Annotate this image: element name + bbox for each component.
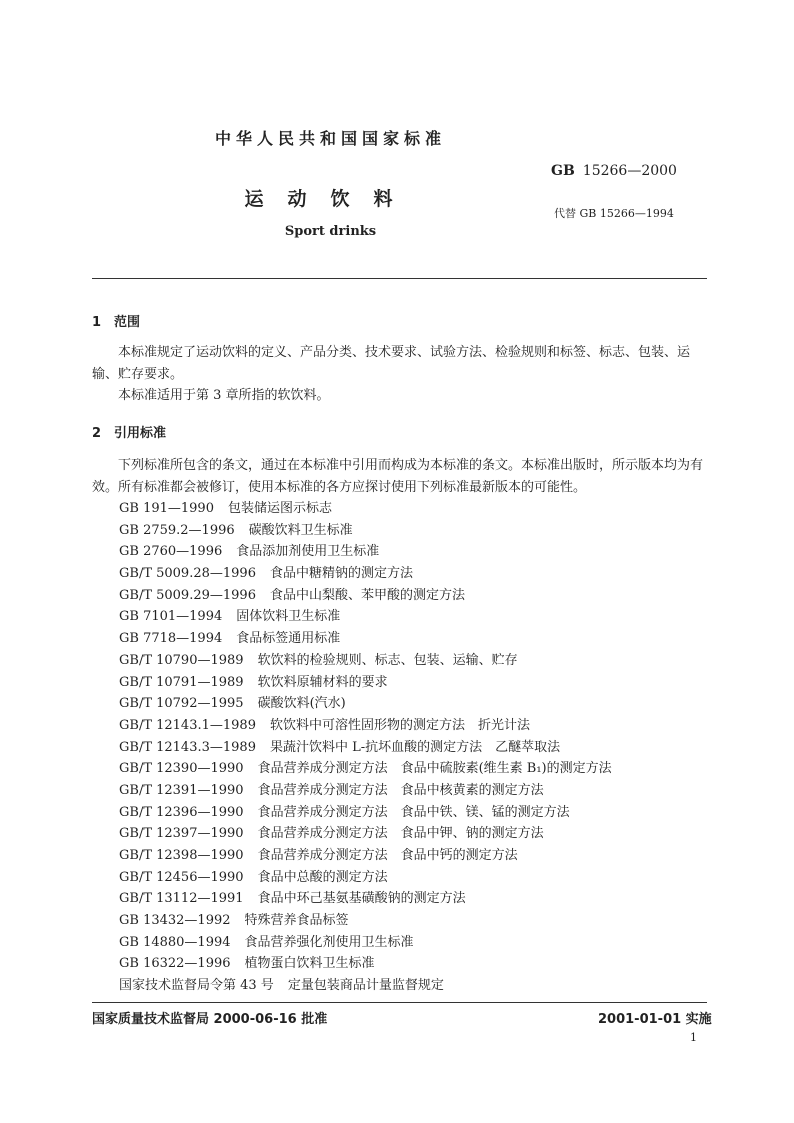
section-number: 1 bbox=[92, 315, 102, 330]
approval-date: 国家质量技术监督局 2000-06-16 批准 bbox=[92, 1012, 328, 1027]
footer-divider bbox=[92, 1002, 707, 1003]
reference-code: GB 2759.2—1996 bbox=[119, 522, 235, 538]
reference-code: GB/T 12391—1990 bbox=[119, 782, 244, 798]
reference-title: 果蔬汁饮料中 L-抗坏血酸的测定方法 乙醚萃取法 bbox=[269, 739, 561, 755]
gb-prefix: GB bbox=[551, 163, 575, 179]
header-divider bbox=[92, 278, 707, 279]
section-2-intro: 下列标准所包含的条文，通过在本标准中引用而构成为本标准的条文。本标准出版时，所示版本均为有效。所有标准都会被修订，使用本标准的各方应探讨使用下列标准最新版本的可能性。 bbox=[92, 458, 704, 495]
section-1-heading bbox=[92, 311, 140, 330]
reference-title: 食品中糖精钠的测定方法 bbox=[269, 566, 413, 582]
reference-title: 特殊营养食品标签 bbox=[244, 913, 349, 929]
section-2-heading bbox=[92, 422, 166, 441]
reference-item bbox=[119, 758, 612, 780]
page-number: 1 bbox=[690, 1031, 697, 1044]
reference-title: 食品添加剂使用卫生标准 bbox=[236, 544, 380, 560]
reference-code: GB/T 5009.29—1996 bbox=[119, 587, 256, 603]
reference-item bbox=[119, 672, 612, 694]
reference-item bbox=[119, 498, 612, 520]
reference-item bbox=[119, 628, 612, 650]
reference-code: GB 191—1990 bbox=[119, 501, 214, 516]
reference-code: GB 14880—1994 bbox=[119, 934, 231, 950]
reference-title: 碳酸饮料(汽水) bbox=[257, 696, 346, 712]
reference-title: 食品中环己基氨基磺酸钠的测定方法 bbox=[257, 891, 466, 907]
reference-title: 定量包装商品计量监督规定 bbox=[287, 978, 444, 994]
reference-item bbox=[119, 888, 612, 910]
reference-title: 食品营养成分测定方法 食品中硫胺素(维生素 B₁)的测定方法 bbox=[257, 761, 612, 777]
reference-code: GB/T 10792—1995 bbox=[119, 696, 244, 712]
reference-code: GB/T 10791—1989 bbox=[119, 674, 244, 690]
reference-code: 国家技术监督局令第 43 号 bbox=[119, 978, 274, 994]
reference-item bbox=[119, 932, 612, 954]
reference-item bbox=[119, 802, 612, 824]
effective-date: 2001-01-01 实施 bbox=[598, 1012, 712, 1027]
reference-item bbox=[119, 541, 612, 563]
reference-title: 食品营养成分测定方法 食品中铁、镁、锰的测定方法 bbox=[257, 804, 570, 820]
reference-item bbox=[119, 867, 612, 889]
reference-title: 食品中总酸的测定方法 bbox=[257, 869, 388, 885]
reference-code: GB/T 12143.1—1989 bbox=[119, 717, 256, 733]
section-title: 范围 bbox=[114, 315, 141, 330]
reference-item bbox=[119, 975, 612, 997]
reference-item bbox=[119, 563, 612, 585]
reference-title: 食品营养强化剂使用卫生标准 bbox=[244, 934, 414, 950]
reference-code: GB/T 12396—1990 bbox=[119, 804, 244, 820]
reference-item bbox=[119, 780, 612, 802]
reference-item bbox=[119, 910, 612, 932]
reference-title: 食品营养成分测定方法 食品中钾、钠的测定方法 bbox=[257, 826, 544, 842]
reference-title: 软饮料的检验规则、标志、包装、运输、贮存 bbox=[257, 652, 518, 668]
section-number: 2 bbox=[92, 426, 102, 441]
reference-item bbox=[119, 953, 612, 975]
reference-title: 碳酸饮料卫生标准 bbox=[248, 522, 353, 538]
reference-item bbox=[119, 715, 612, 737]
reference-title: 食品营养成分测定方法 食品中核黄素的测定方法 bbox=[257, 782, 544, 798]
reference-code: GB/T 12143.3—1989 bbox=[119, 739, 256, 755]
reference-title: 食品营养成分测定方法 食品中钙的测定方法 bbox=[257, 848, 518, 863]
document-title-zh: 运动饮料 bbox=[244, 188, 417, 210]
reference-title: 固体饮料卫生标准 bbox=[236, 609, 341, 625]
reference-code: GB/T 13112—1991 bbox=[119, 891, 244, 907]
reference-title: 食品中山梨酸、苯甲酸的测定方法 bbox=[269, 587, 465, 603]
reference-code: GB 13432—1992 bbox=[119, 913, 231, 929]
reference-code: GB/T 12398—1990 bbox=[119, 848, 244, 863]
reference-item bbox=[119, 823, 612, 845]
normative-references-list bbox=[119, 498, 612, 997]
reference-code: GB/T 12390—1990 bbox=[119, 761, 244, 777]
gb-number: 15266—2000 bbox=[582, 163, 677, 179]
reference-title: 食品标签通用标准 bbox=[236, 631, 341, 647]
section-1-paragraph-2: 本标准适用于第 3 章所指的软饮料。 bbox=[118, 388, 330, 403]
document-title-en: Sport drinks bbox=[284, 224, 377, 239]
reference-code: GB 7718—1994 bbox=[119, 631, 223, 647]
standard-number bbox=[551, 163, 677, 179]
reference-item bbox=[119, 585, 612, 607]
section-1-paragraph-1: 本标准规定了运动饮料的定义、产品分类、技术要求、试验方法、检验规则和标签、标志、包装、运输、贮存要求。 bbox=[92, 345, 691, 382]
reference-code: GB 7101—1994 bbox=[119, 609, 223, 625]
reference-code: GB/T 5009.28—1996 bbox=[119, 566, 256, 582]
reference-title: 包装储运图示标志 bbox=[227, 501, 332, 516]
national-standard-heading: 中华人民共和国国家标准 bbox=[214, 129, 446, 148]
reference-item bbox=[119, 606, 612, 628]
reference-title: 软饮料中可溶性固形物的测定方法 折光计法 bbox=[269, 717, 530, 733]
reference-item bbox=[119, 693, 612, 715]
reference-code: GB/T 12397—1990 bbox=[119, 826, 244, 842]
section-title: 引用标准 bbox=[114, 426, 167, 441]
reference-code: GB/T 10790—1989 bbox=[119, 652, 244, 668]
reference-item bbox=[119, 737, 612, 759]
reference-code: GB 2760—1996 bbox=[119, 544, 223, 560]
reference-code: GB 16322—1996 bbox=[119, 956, 231, 972]
reference-title: 植物蛋白饮料卫生标准 bbox=[244, 956, 375, 972]
reference-item bbox=[119, 845, 612, 867]
reference-item bbox=[119, 520, 612, 542]
replaces-standard: 代替 GB 15266—1994 bbox=[554, 207, 674, 220]
reference-code: GB/T 12456—1990 bbox=[119, 869, 244, 885]
reference-item bbox=[119, 650, 612, 672]
reference-title: 软饮料原辅材料的要求 bbox=[257, 674, 388, 690]
